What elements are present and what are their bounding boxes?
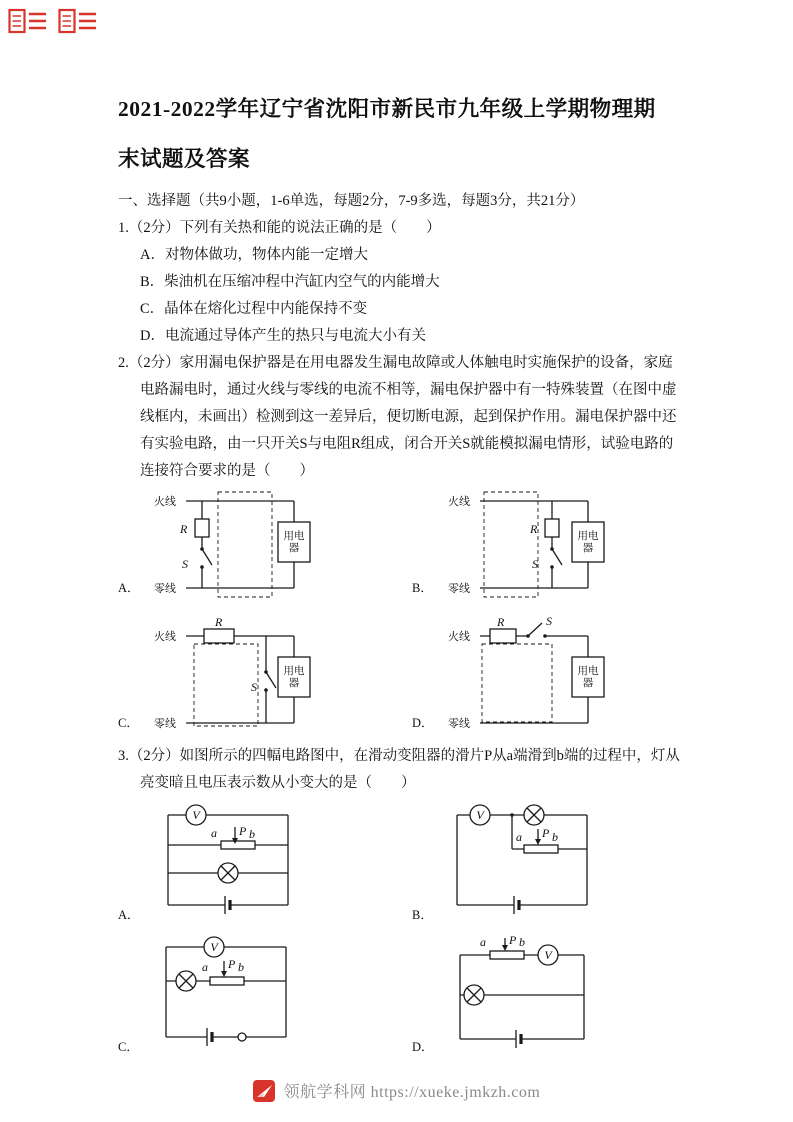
resistor-symbol — [545, 519, 559, 537]
lamp-symbol — [524, 805, 544, 825]
appliance-label: 用电器 — [283, 666, 305, 689]
switch-label: S — [532, 557, 538, 571]
voltmeter-label: V — [210, 940, 218, 954]
lamp-symbol — [218, 863, 238, 883]
neutral-wire-label: 零线 — [154, 718, 176, 730]
option-letter-d: D． — [412, 1040, 434, 1054]
dashed-detector-box — [484, 492, 538, 597]
slider-label: P — [228, 957, 236, 971]
end-a-label: a — [516, 830, 522, 844]
live-wire-label: 火线 — [448, 631, 470, 643]
end-a-label: a — [202, 960, 208, 974]
test-branch — [545, 501, 562, 588]
q3-circuit-c — [118, 933, 348, 1055]
battery-symbol — [225, 896, 230, 914]
end-a-label: a — [480, 935, 486, 949]
option-letter-a: A． — [118, 581, 140, 595]
section-heading: 一、选择题（共9小题，1-6单选，每题2分，7-9多选，每题3分，共21分） — [118, 193, 585, 209]
neutral-wire-label: 零线 — [448, 583, 470, 595]
dashed-detector-box — [218, 492, 272, 597]
q2-diagrams — [118, 489, 683, 739]
junction-dot — [510, 813, 514, 817]
switch-symbol — [202, 549, 212, 565]
dashed-detector-box — [482, 644, 552, 722]
q1-option-a: A．对物体做功，物体内能一定增大 — [140, 247, 368, 263]
voltmeter-label: V — [544, 948, 552, 962]
q2-circuit-a — [118, 489, 328, 604]
q3-circuit-a — [118, 801, 348, 923]
resistor-symbol — [204, 629, 234, 643]
voltmeter-symbol — [538, 945, 558, 965]
resistor-label: R — [497, 615, 505, 629]
appliance-label: 用电器 — [577, 666, 599, 689]
switch-contact — [238, 1033, 246, 1041]
live-wire-label: 火线 — [448, 496, 470, 508]
slider-label: P — [239, 824, 247, 838]
option-letter-d: D． — [412, 716, 434, 730]
end-b-label: b — [249, 827, 255, 841]
q2-stem: 2.（2分）家用漏电保护器是在用电器发生漏电故障或人体触电时实施保护的设备，家庭电路漏电时，通过火线与零线的电流不相等，漏电保护器中有一特殊装置（在图中虚线框内，未画出）检测到这一差异后，便切断电源，起到保护作用。漏电保护器中还有实验电路，由一只开关S与电阻R组成，闭合开关S就能模拟漏电情形，试验电路的连接符合要求的是（ ） — [118, 355, 677, 479]
q2-circuit-d — [412, 614, 622, 739]
q1-stem: 1.（2分）下列有关热和能的说法正确的是（ ） — [118, 220, 441, 236]
switch-label: S — [546, 614, 552, 628]
wires — [168, 815, 288, 905]
resistor-label: R — [530, 522, 538, 536]
appliance-label: 用电器 — [577, 531, 599, 554]
neutral-wire-label: 零线 — [448, 718, 470, 730]
live-wire-label: 火线 — [154, 496, 176, 508]
lamp-symbol — [464, 985, 484, 1005]
q3-circuit-d — [412, 933, 642, 1055]
option-letter-b: B． — [412, 581, 433, 595]
voltmeter-label: V — [476, 808, 484, 822]
switch-symbol — [526, 623, 547, 638]
end-b-label: b — [519, 935, 525, 949]
resistor-label: R — [180, 522, 188, 536]
test-branch — [264, 636, 276, 723]
option-letter-c: C． — [118, 716, 139, 730]
q1-option-d: D．电流通过导体产生的热只与电流大小有关 — [140, 328, 426, 344]
wires — [166, 947, 286, 1037]
option-letter-a: A． — [118, 908, 140, 922]
end-b-label: b — [238, 960, 244, 974]
resistor-symbol — [195, 519, 209, 537]
footer-link[interactable]: 领航学科网 https://xueke.jmkzh.com — [283, 1084, 541, 1101]
voltmeter-symbol — [204, 937, 224, 957]
neutral-wire-label: 零线 — [154, 583, 176, 595]
q3-circuit-b — [412, 801, 642, 923]
footer — [0, 1079, 793, 1102]
dashed-detector-box — [194, 644, 258, 726]
switch-symbol — [266, 672, 276, 688]
red-stamp-icon-2 — [58, 6, 98, 36]
q2-circuit-c — [118, 614, 328, 739]
red-stamp-icon — [8, 6, 48, 36]
live-wire-label: 火线 — [154, 631, 176, 643]
end-a-label: a — [211, 826, 217, 840]
resistor-symbol — [490, 629, 516, 643]
test-branch — [195, 501, 212, 588]
resistor-label: R — [215, 615, 223, 629]
switch-symbol — [552, 549, 562, 565]
wires — [460, 955, 584, 1039]
q1-option-b: B．柴油机在压缩冲程中汽缸内空气的内能增大 — [140, 274, 440, 290]
q1-option-c: C．晶体在熔化过程中内能保持不变 — [140, 301, 368, 317]
option-letter-c: C． — [118, 1040, 139, 1054]
switch-label: S — [182, 557, 188, 571]
battery-symbol — [514, 896, 519, 914]
wires — [457, 815, 587, 905]
option-letter-b: B． — [412, 908, 433, 922]
voltmeter-symbol — [470, 805, 490, 825]
battery-symbol — [207, 1028, 212, 1046]
lamp-symbol — [176, 971, 196, 991]
appliance-label: 用电器 — [283, 531, 305, 554]
footer-logo-icon — [253, 1080, 275, 1102]
corner-marks — [8, 6, 98, 36]
voltmeter-label: V — [192, 808, 200, 822]
q3-stem: 3.（2分）如图所示的四幅电路图中，在滑动变阻器的滑片P从a端滑到b端的过程中，灯从亮变暗且电压表示数从小变大的是（ ） — [118, 748, 680, 791]
q3-diagrams — [118, 801, 683, 1055]
switch-label: S — [251, 680, 257, 694]
exam-page — [118, 0, 683, 1055]
slider-label: P — [509, 933, 517, 947]
page-title: 2021-2022学年辽宁省沈阳市新民市九年级上学期物理期末试题及答案 — [118, 97, 656, 171]
battery-symbol — [516, 1030, 521, 1048]
q2-circuit-b — [412, 489, 622, 604]
voltmeter-symbol — [186, 805, 206, 825]
slider-label: P — [542, 826, 550, 840]
end-b-label: b — [552, 830, 558, 844]
